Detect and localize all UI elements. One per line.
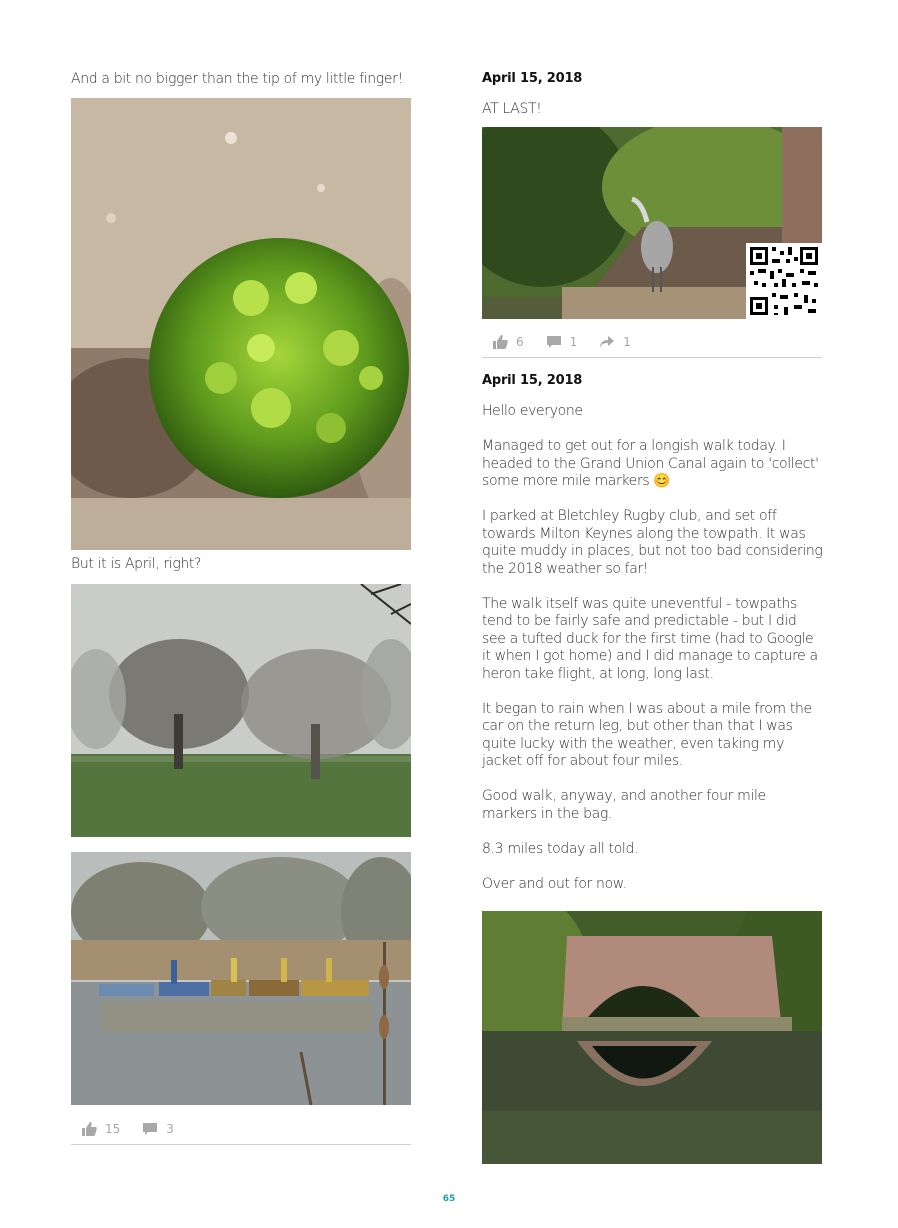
- comment-count: 3: [166, 1122, 174, 1136]
- foggy-trees-photo[interactable]: [71, 584, 411, 837]
- fog-caption: But it is April, right?: [71, 556, 202, 572]
- post-body: [482, 403, 824, 911]
- qr-code[interactable]: [746, 243, 822, 319]
- comment-stat[interactable]: [142, 1122, 174, 1136]
- post-paragraph: Good walk, anyway, and another four mile markers in the bag.: [482, 788, 766, 822]
- post-paragraph: 8.3 miles today all told.: [482, 840, 639, 857]
- share-stat[interactable]: [599, 335, 631, 349]
- post-paragraph: It began to rain when I was about a mile from the car on the return leg, but other than that I was quite lucky with the weather, even taking my jacket off for about four miles.: [482, 700, 812, 769]
- canal-bridge-photo[interactable]: [482, 911, 822, 1164]
- like-count: 6: [516, 335, 524, 349]
- post-date: April 15, 2018: [482, 71, 583, 86]
- post-paragraph: The walk itself was quite uneventful - towpaths tend to be fairly safe and predictable - but I did see a tufted duck for the first time (had to Google it when I got home) and I did manage to capture a heron take flight, at long, long last.: [482, 595, 818, 682]
- dragon-boats-photo[interactable]: [71, 852, 411, 1105]
- post-paragraph: Hello everyone: [482, 403, 583, 419]
- like-count: 15: [105, 1122, 121, 1136]
- comment-icon: [546, 335, 562, 349]
- like-stat[interactable]: [81, 1122, 120, 1136]
- page-number: 65: [442, 1194, 456, 1204]
- like-stat[interactable]: [492, 335, 524, 349]
- moss-photo[interactable]: [71, 98, 411, 550]
- post-text: AT LAST!: [482, 101, 542, 117]
- post-date: April 15, 2018: [482, 373, 583, 388]
- post-paragraph: Over and out for now.: [482, 875, 627, 892]
- heron-photo[interactable]: [482, 127, 822, 319]
- thumbs-up-icon: [81, 1122, 97, 1136]
- comment-count: 1: [569, 335, 578, 349]
- post-paragraph: Managed to get out for a longish walk today. I headed to the Grand Union Canal again to 'collect' some more mile markers 😊: [482, 438, 819, 489]
- post-paragraph: I parked at Bletchley Rugby club, and set off towards Milton Keynes along the towpath. It was quite muddy in places, but not too bad considering the 2018 weather so far!: [482, 508, 823, 577]
- comment-stat[interactable]: [546, 335, 578, 349]
- share-count: 1: [623, 335, 631, 349]
- post-1-stats: [482, 327, 822, 358]
- moss-caption: And a bit no bigger than the tip of my little finger!: [71, 71, 403, 87]
- left-post-stats: [71, 1114, 411, 1145]
- share-icon: [599, 335, 615, 349]
- thumbs-up-icon: [492, 335, 508, 349]
- comment-icon: [142, 1122, 158, 1136]
